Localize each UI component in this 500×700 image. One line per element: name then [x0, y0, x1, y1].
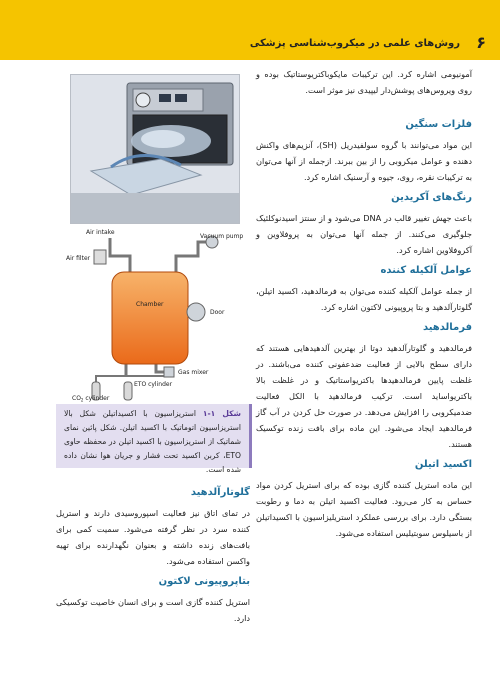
- air-filter-shape: [94, 250, 106, 264]
- label-air-intake: Air intake: [86, 229, 115, 236]
- running-title: روش‌های علمی در میکروب‌شناسی پزشکی: [249, 38, 460, 49]
- label-chamber: Chamber: [136, 301, 164, 308]
- label-door: Door: [210, 309, 225, 316]
- section-heading-glutaraldehyde: گلوتارآلدهید: [190, 487, 250, 498]
- caption-label: شکل ۱-۱: [202, 409, 241, 418]
- section-heading-ethylene-oxide: اکسید اتیلن: [414, 459, 472, 470]
- sterilization-schematic: [66, 226, 256, 402]
- section-heading-alkylating: عوامل آلکیله کننده: [380, 265, 472, 276]
- chamber-shape: [112, 272, 188, 364]
- section-heading-formaldehyde: فرمالدهید: [422, 322, 472, 333]
- section-body-beta-propiolactone: استریل کننده گازی است و برای انسان خاصیت توکسیکی دارد.: [56, 597, 250, 623]
- vacuum-pipe: [176, 242, 212, 278]
- label-co2-cylinder: $CO_2$ cylinder: [72, 395, 110, 402]
- sterilizer-photo-illustration: [71, 75, 239, 223]
- section-heading-heavy-metals: فلزات سنگین: [405, 119, 472, 130]
- section-body-alkylating: از جمله عوامل آلکیله کننده می‌توان به فرمالدهید، اکسید اتیلن، گلوتارآلدهید و بتا پروپیونی لاکتون اشاره کرد.: [256, 286, 472, 312]
- section-body-acridine: باعث جهش تغییر قالب در DNA می‌شود و از سنتز اسیدنوکلئیک جلوگیری می‌کنند. از جمله آنها می‌توان به پروفلاوین و آکروفلاوین اشاره کرد.: [256, 213, 472, 255]
- caption-text: استریزاسیون با اکسیداتیلن شکل بالا استریزاسیون اتوماتیک با اکسید اتیلن. شکل پائین نمای شماتیک از استریزاسیون با اکسید اتیلن در محفظه حاوی ETO، کربن اکسید تحت فشار و جریان هوا نشان داده شده است.: [64, 409, 241, 474]
- eto-cylinder-shape: [124, 382, 132, 400]
- page-number: ۶: [476, 33, 486, 52]
- label-eto-cylinder: ETO cylinder: [134, 381, 173, 388]
- right-text-column: [256, 66, 472, 547]
- section-body-glutaraldehyde: در تمای اتاق نیز فعالیت اسپوروسیدی دارند و استریل کننده سرد در نظر گرفته می‌شود. سمیت کمی برای بافت‌های زنده داشته و بعنوان نگهدارنده برای تهیه واکسن استفاده می‌شود.: [56, 508, 250, 566]
- left-text-column: [56, 486, 250, 632]
- label-gas-mixer: Gas mixer: [178, 369, 209, 376]
- label-vacuum-pump: Vacuum pump: [200, 233, 244, 240]
- figure-caption: [56, 404, 252, 474]
- section-heading-beta-propiolactone: بتاپروپیونی لاکتون: [158, 576, 250, 587]
- section-body-formaldehyde: فرمالدهید و گلوتارآلدهید دوتا از بهترین آلدهیدهایی هستند که دارای سطح بالایی از فعالیت ضدعفونی کننده می‌باشند. در غلظت پایین فرمالدهیدها باکتریواستاتیک و در غلظت بالا باکتریواساید است. ترکیب فرمالدهید با الکل فعالیت ضدمیکروبی را افزایش می‌دهد. در صورت حل کردن در آب گاز فرمالدهید ایجاد می‌شود. این ماده برای بافت زنده توکسیک هستند.: [256, 343, 472, 449]
- section-body-ethylene-oxide: این ماده استریل کننده گازی بوده که برای استریل کردن مواد حساس به کار می‌رود. فعالیت اکسید اتیلن به دما و رطوبت بستگی دارد. برای بررسی عملکرد استریلیزاسیون با اکسیداتیلن از باسیلوس سوبتیلیس استفاده می‌شود.: [256, 480, 472, 538]
- page-header: [0, 0, 500, 60]
- section-body-heavy-metals: این مواد می‌توانند با گروه سولفیدریل (SH)، آنزیم‌های واکنش دهنده و عوامل میکروبی را از بین ببرند. ازجمله از آنها می‌توان به ترکیبات نقره، روی، جیوه و آرسنیک اشاره کرد.: [256, 140, 472, 182]
- sterilizer-photo: [70, 74, 240, 224]
- air-intake-pipe: [110, 238, 130, 276]
- label-air-filter: Air filter: [66, 255, 91, 262]
- gas-mixer-shape: [164, 367, 174, 377]
- door-shape: [187, 303, 205, 321]
- section-heading-acridine: رنگ‌های آکریدین: [391, 192, 472, 203]
- intro-paragraph: آمونیومی اشاره کرد. این ترکیبات مایکوباکتریوستاتیک بوده و روی ویروس‌های پوشش‌دار لیپیدی نیز موثر است.: [256, 69, 472, 95]
